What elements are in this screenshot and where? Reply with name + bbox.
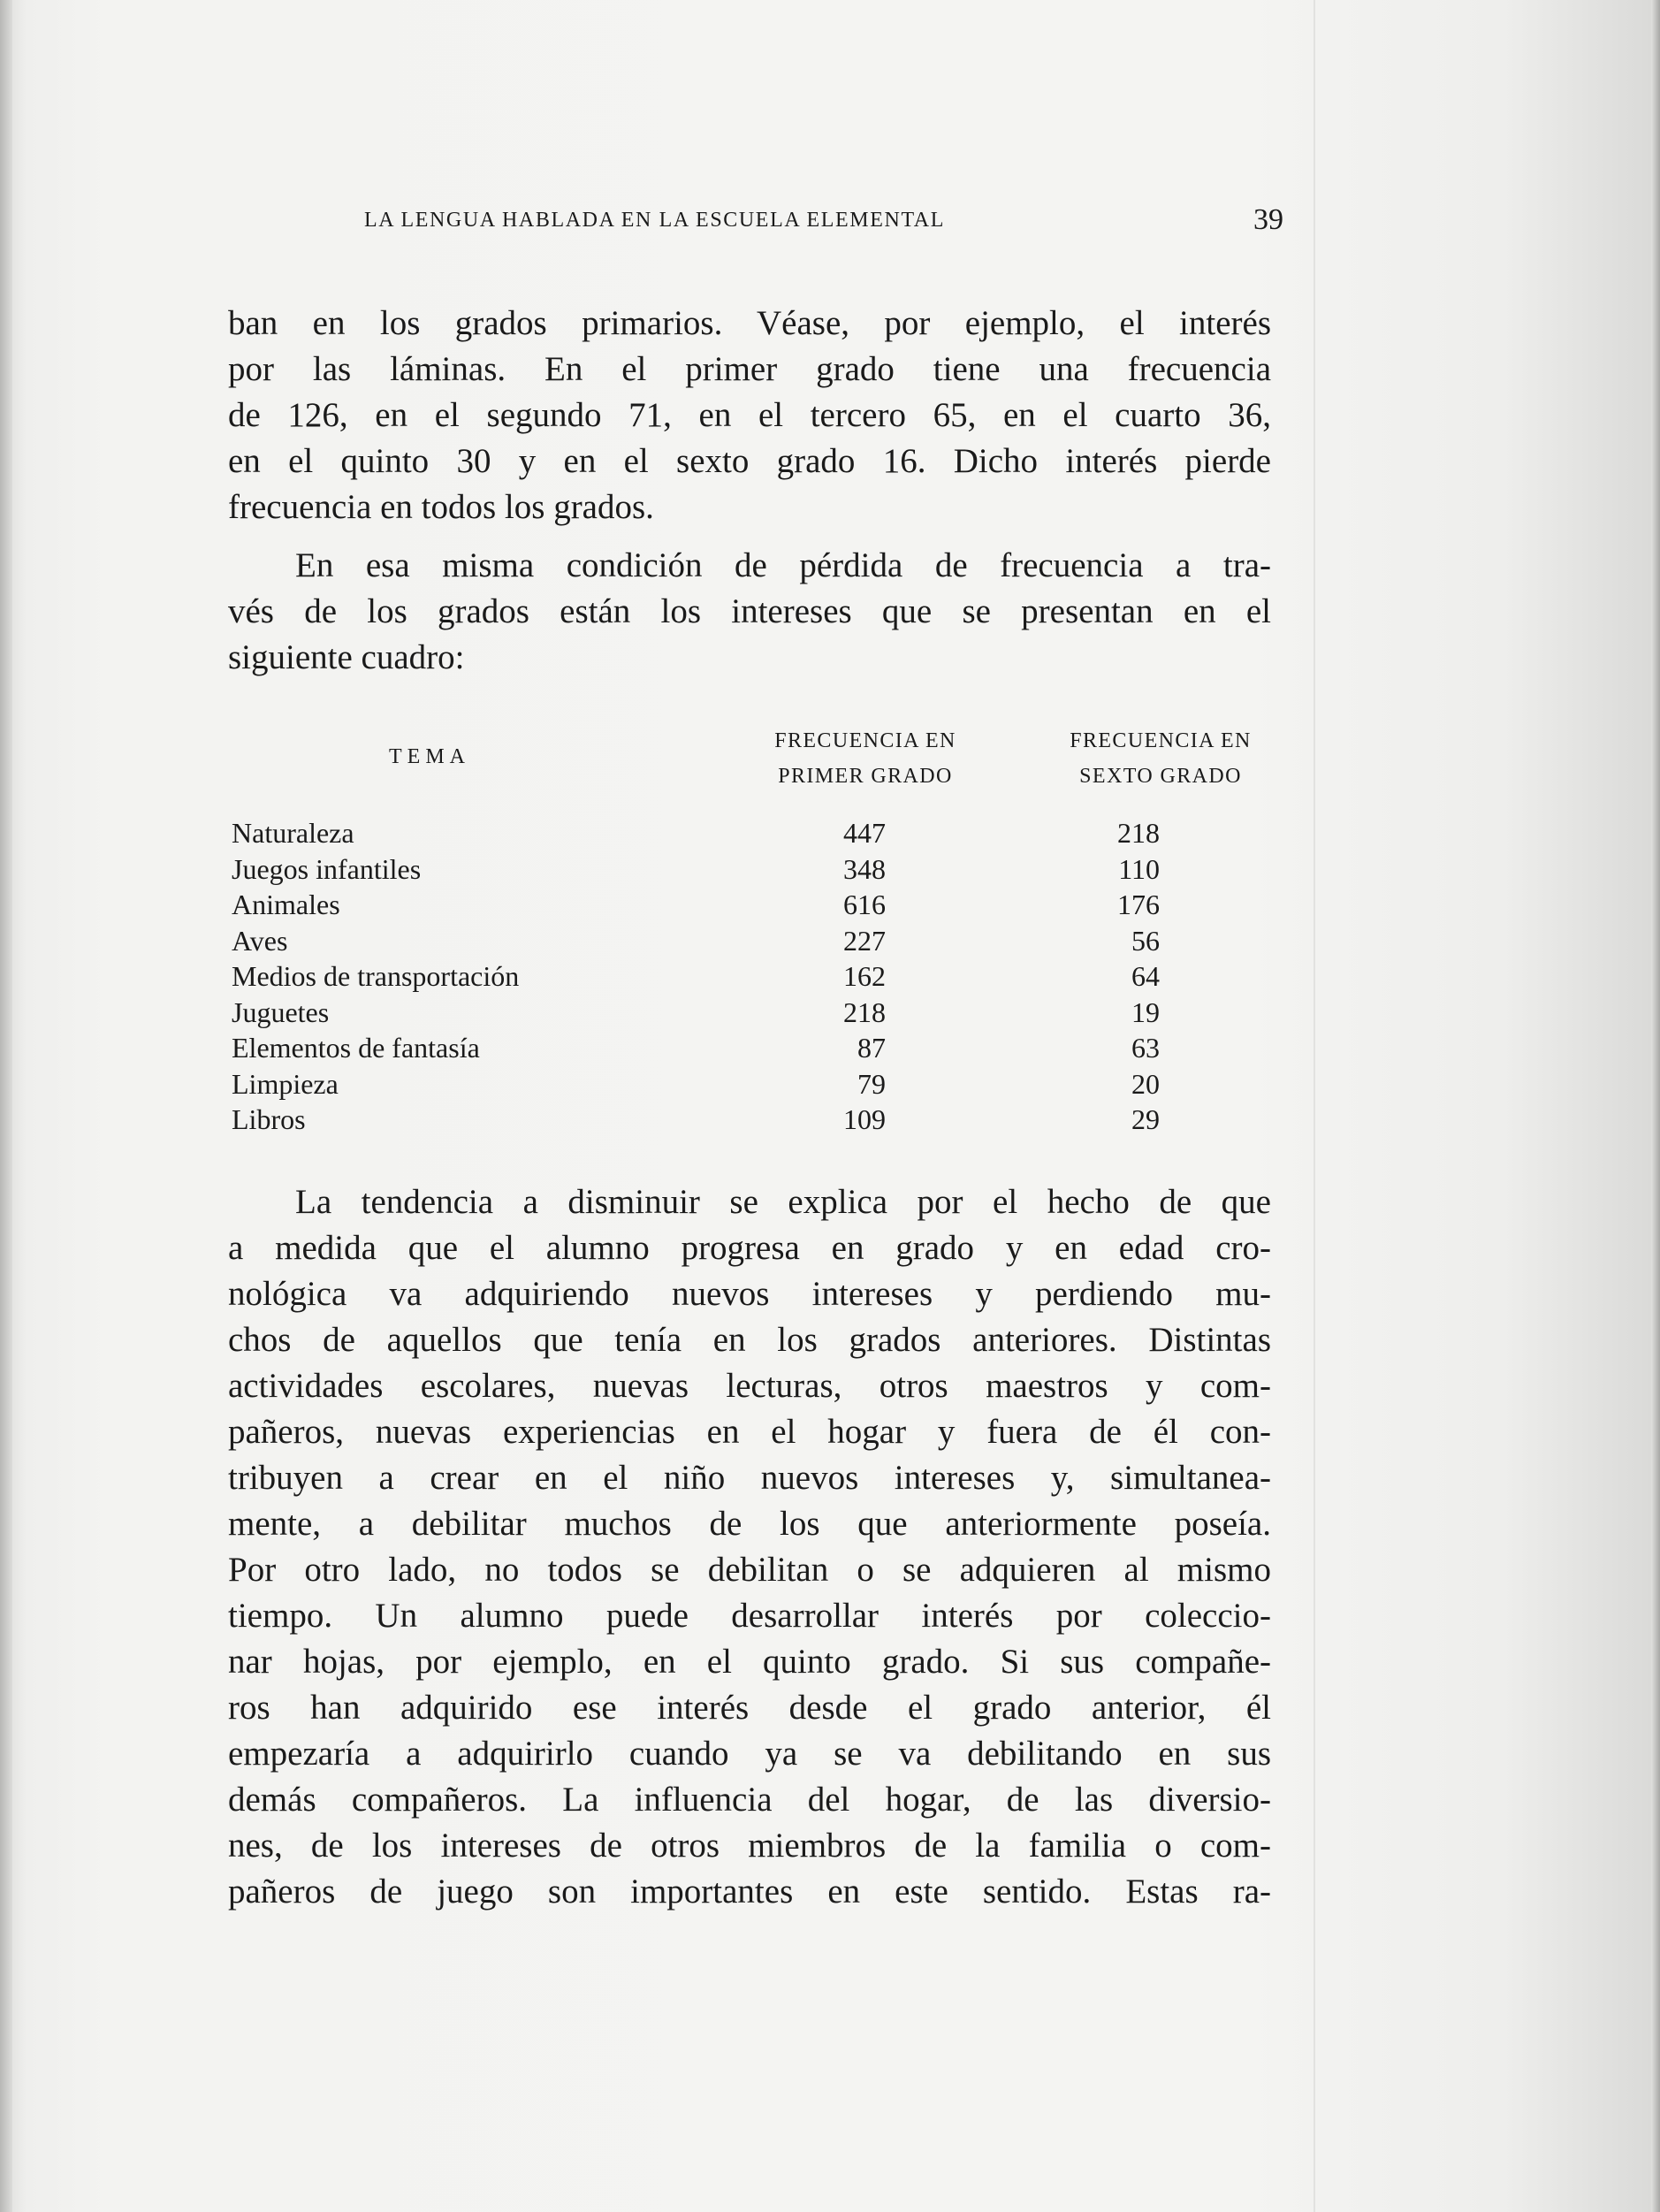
text-line: chos de aquellos que tenía en los grados anteriores. Distintas	[228, 1321, 1271, 1359]
page-right-edge-shadow	[1651, 0, 1660, 2212]
text-line: nar hojas, por ejemplo, en el quinto grado. Si sus compañe-	[228, 1643, 1271, 1681]
page-number: 39	[1253, 203, 1283, 236]
primer-grado-cell: 616	[843, 889, 886, 920]
table-row	[232, 923, 1275, 959]
header-line: SEXTO GRADO	[1079, 765, 1242, 788]
paragraph-1	[228, 301, 1271, 530]
column-header-primer-grado	[720, 723, 1011, 794]
primer-grado-cell: 348	[843, 852, 886, 885]
tema-cell: Naturaleza	[232, 817, 354, 849]
header-line: PRIMER GRADO	[778, 765, 953, 788]
sexto-grado-cell: 56	[1131, 924, 1160, 957]
tema-cell: Juegos infantiles	[232, 852, 422, 885]
sexto-grado-cell: 110	[1118, 852, 1160, 885]
sexto-grado-cell: 63	[1131, 1032, 1160, 1064]
sexto-grado-cell: 64	[1131, 960, 1160, 992]
table-row	[232, 958, 1275, 995]
text-line: tiempo. Un alumno puede desarrollar interés por coleccio-	[228, 1597, 1271, 1635]
column-header-tema: TEMA	[389, 745, 470, 768]
table-body	[232, 815, 1275, 1138]
text-line: en el quinto 30 y en el sexto grado 16. Dicho interés pierde	[228, 442, 1271, 480]
text-line: frecuencia en todos los grados.	[228, 488, 654, 526]
text-line: a medida que el alumno progresa en grado y en edad cro-	[228, 1229, 1271, 1267]
text-line: nes, de los intereses de otros miembros de la familia o com-	[228, 1827, 1271, 1865]
sexto-grado-cell: 29	[1131, 1103, 1160, 1135]
table-row	[232, 851, 1275, 888]
text-line: demás compañeros. La influencia del hogar, de las diversio-	[228, 1781, 1271, 1819]
column-header-sexto-grado	[1015, 723, 1306, 794]
text-line: Por otro lado, no todos se debilitan o se adquieren al mismo	[228, 1551, 1271, 1589]
table-row	[232, 1102, 1275, 1138]
text-line: nológica va adquiriendo nuevos intereses y perdiendo mu-	[228, 1275, 1271, 1313]
frequency-table	[232, 723, 1275, 1139]
table-row	[232, 1030, 1275, 1066]
table-row	[232, 1066, 1275, 1102]
tema-cell: Libros	[232, 1103, 306, 1135]
text-line: de 126, en el segundo 71, en el tercero 65, en el cuarto 36,	[228, 396, 1271, 434]
text-line: mente, a debilitar muchos de los que anteriormente poseía.	[228, 1505, 1271, 1543]
table-row	[232, 815, 1275, 851]
text-line: ban en los grados primarios. Véase, por ejemplo, el interés	[228, 304, 1271, 342]
text-line: vés de los grados están los intereses que se presentan en el	[228, 592, 1271, 630]
text-line: empezaría a adquirirlo cuando ya se va debilitando en sus	[228, 1735, 1271, 1773]
tema-cell: Limpieza	[232, 1067, 339, 1100]
tema-cell: Elementos de fantasía	[232, 1032, 480, 1064]
primer-grado-cell: 79	[857, 1067, 886, 1100]
text-line: por las láminas. En el primer grado tiene una frecuencia	[228, 350, 1271, 388]
paragraph-2	[228, 543, 1271, 681]
primer-grado-cell: 227	[843, 924, 886, 957]
sexto-grado-cell: 20	[1131, 1067, 1160, 1100]
tema-cell: Aves	[232, 924, 288, 957]
text-line: En esa misma condición de pérdida de frecuencia a tra-	[295, 546, 1271, 584]
text-line: pañeros de juego son importantes en este sentido. Estas ra-	[228, 1873, 1271, 1911]
table-row	[232, 887, 1275, 923]
primer-grado-cell: 87	[857, 1032, 886, 1064]
text-line: tribuyen a crear en el niño nuevos intereses y, simultanea-	[228, 1459, 1271, 1497]
primer-grado-cell: 447	[843, 817, 886, 849]
running-title: LA LENGUA HABLADA EN LA ESCUELA ELEMENTAL	[364, 209, 945, 232]
primer-grado-cell: 218	[843, 995, 886, 1028]
text-line: ros han adquirido ese interés desde el grado anterior, él	[228, 1689, 1271, 1727]
header-line: FRECUENCIA EN	[1070, 729, 1252, 752]
header-line: FRECUENCIA EN	[774, 729, 956, 752]
sexto-grado-cell: 176	[1117, 889, 1160, 920]
tema-cell: Medios de transportación	[232, 960, 520, 992]
page-crease	[1314, 0, 1315, 2212]
table-row	[232, 995, 1275, 1031]
text-line: pañeros, nuevas experiencias en el hogar y fuera de él con-	[228, 1413, 1271, 1451]
text-line: La tendencia a disminuir se explica por el hecho de que	[295, 1183, 1271, 1221]
primer-grado-cell: 162	[843, 960, 886, 992]
text-line: actividades escolares, nuevas lecturas, otros maestros y com-	[228, 1367, 1271, 1405]
primer-grado-cell: 109	[843, 1103, 886, 1135]
page-left-edge-shadow	[0, 0, 12, 2212]
paragraph-3	[228, 1179, 1271, 1915]
text-line: siguiente cuadro:	[228, 638, 465, 676]
tema-cell: Juguetes	[232, 995, 330, 1028]
sexto-grado-cell: 218	[1117, 817, 1160, 849]
tema-cell: Animales	[232, 889, 340, 920]
sexto-grado-cell: 19	[1131, 995, 1160, 1028]
page-header	[364, 203, 1283, 244]
